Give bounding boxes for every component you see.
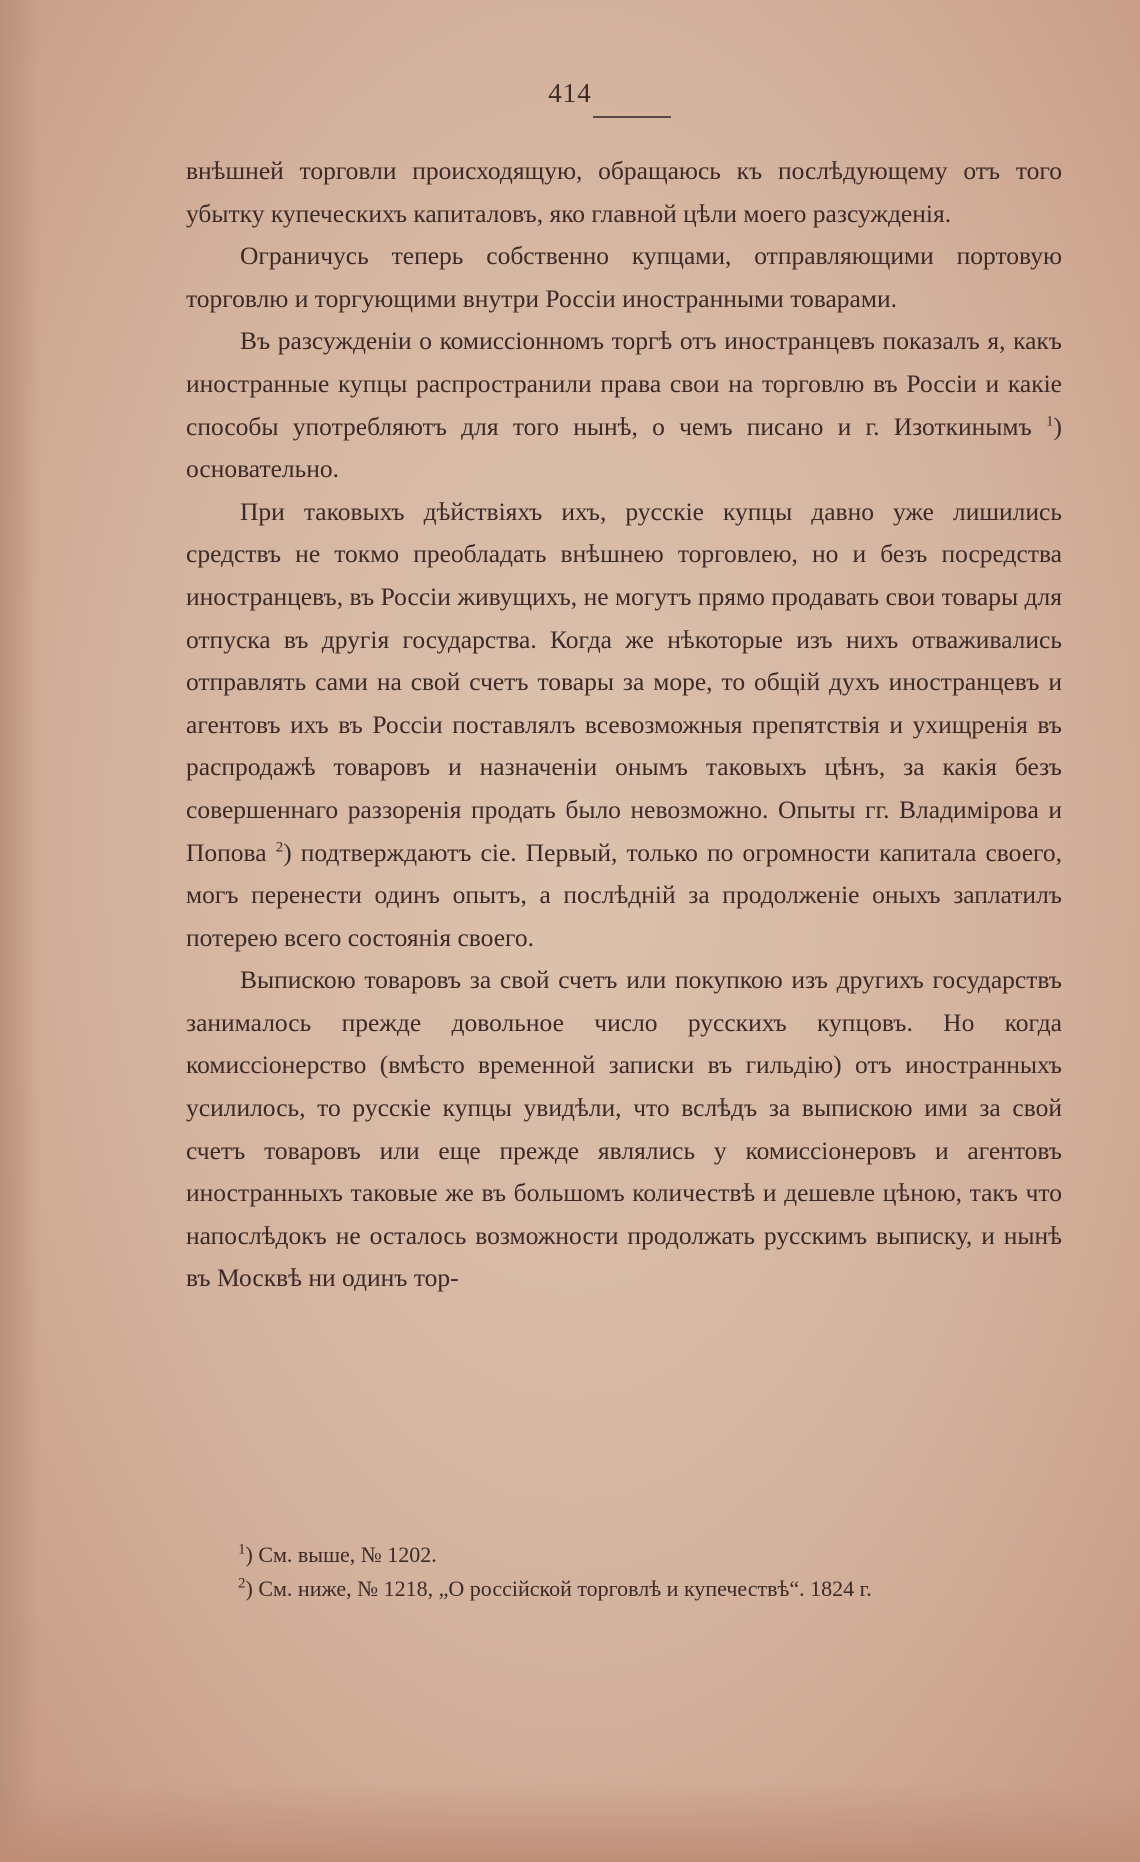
- paragraph-1: внѣшней торговли происходящую, обращаюсь къ послѣдующему отъ того убытку купеческихъ капиталовъ, яко главной цѣли моего разсужденія.: [186, 156, 1062, 228]
- page-bottom-shadow: [0, 1782, 1140, 1862]
- paragraph-5: Выпискою товаровъ за свой счетъ или покупкою изъ другихъ государствъ занималось прежде довольное число русскихъ купцовъ. Но когда комиссіонерство (вмѣсто временной записки въ гильдію) отъ иностранныхъ усилилось, то русскіе купцы увидѣли, что вслѣдъ за выпискою ими за свой счетъ товаровъ или еще прежде являлись у комиссіонеровъ и агентовъ иностранныхъ таковые же въ большомъ количествѣ и дешевле цѣною, такъ что напослѣдокъ не осталось возможности продолжать русскимъ выписку, и нынѣ въ Москвѣ ни одинъ тор-: [186, 965, 1062, 1293]
- page-number: 414: [548, 78, 592, 108]
- paragraph-3-text: Въ разсужденіи о комиссіонномъ торгѣ отъ иностранцевъ показалъ я, какъ иностранные купцы распространили права свои на торговлю въ Россіи и какіе способы употребляютъ для того нынѣ, о чемъ писано и г. Изоткинымъ: [186, 326, 1062, 441]
- paragraph-3: [186, 320, 1062, 490]
- footnote-ref-2: 2: [275, 839, 284, 855]
- paragraph-4-text: При таковыхъ дѣйствіяхъ ихъ, русскіе купцы давно уже лишились средствъ не токмо преобладать внѣшнею торговлею, но и безъ посредства иностранцевъ, въ Россіи живущихъ, не могутъ прямо продавать свои товары для отпуска въ другія государства. Когда же нѣкоторые изъ нихъ отваживались отправлять сами на свой счетъ товары за море, то общій духъ иностранцевъ и агентовъ ихъ въ Россіи поставлялъ всевозможныя препятствія и ухищренія въ распродажѣ товаровъ и назначеніи онымъ таковыхъ цѣнъ, за какія безъ совершеннаго раззоренія продать было невозможно. Опыты гг. Владиміровa и Попова: [186, 496, 1062, 867]
- page-edge-shadow: [0, 0, 40, 1862]
- footnote-2: [186, 1572, 1062, 1606]
- footnote-ref-1: 1: [1046, 413, 1054, 430]
- paragraph-4: [186, 491, 1062, 960]
- footnote-mark-2: 2: [238, 1575, 246, 1592]
- footnote-2-text: ) См. ниже, № 1218, „О россійской торговлѣ и купечествѣ“. 1824 г.: [245, 1576, 872, 1601]
- paragraph-4-tail: ) подтверждаютъ сіе. Первый, только по огромности капитала своего, могъ перенести одинъ опытъ, а послѣдній за продолженіе оныхъ заплатилъ потерею всего состоянія своего.: [186, 837, 1063, 952]
- footnote-mark-1: 1: [238, 1541, 246, 1558]
- footnotes: [186, 1538, 1062, 1606]
- page-number-rule: [593, 116, 671, 118]
- main-text: [186, 150, 1062, 1300]
- paragraph-2: Ограничусь теперь собственно купцами, отправляющими портовую торговлю и торгующими внутри Россіи иностранными товарами.: [186, 241, 1062, 313]
- paragraph-3-tail: ) основательно.: [186, 411, 1062, 484]
- footnote-1-text: ) См. выше, № 1202.: [245, 1542, 437, 1567]
- footnote-1: [186, 1538, 1062, 1572]
